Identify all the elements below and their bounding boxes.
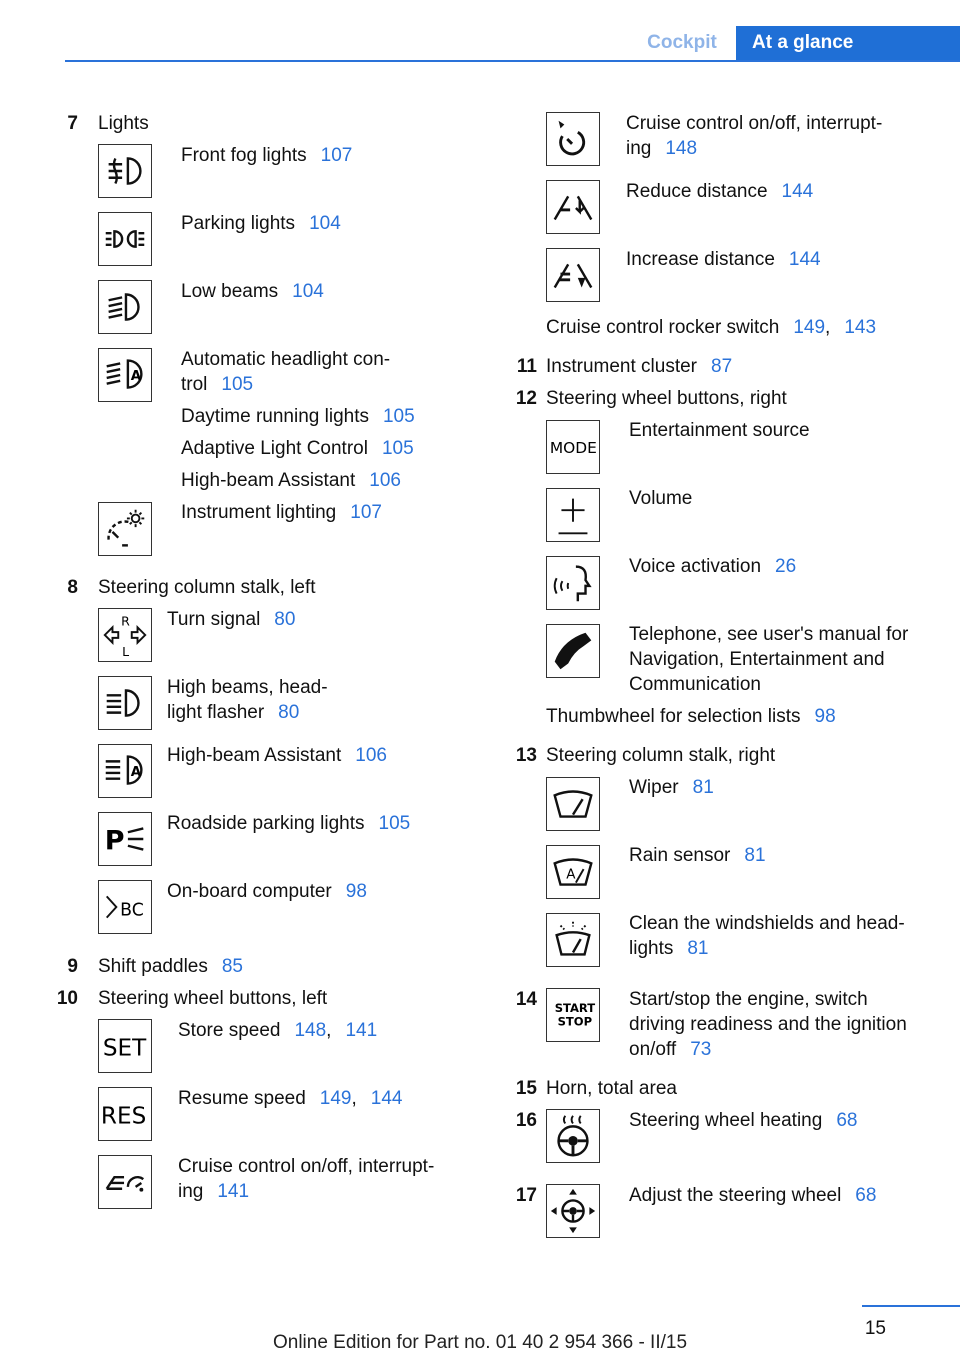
item-title: Steering wheel buttons, right xyxy=(546,388,787,409)
entry-high-beams-cont: light flasher 80 xyxy=(167,702,300,723)
svg-text:L: L xyxy=(122,644,130,660)
page-ref[interactable]: 107 xyxy=(320,145,353,166)
page-ref[interactable]: 144 xyxy=(370,1088,403,1109)
page-ref[interactable]: 106 xyxy=(369,470,401,491)
page-ref[interactable]: 141 xyxy=(217,1181,250,1202)
entry-steering-adjust: Adjust the steering wheel 68 xyxy=(629,1185,877,1206)
high-beam-assistant-icon xyxy=(98,744,152,798)
mode-button-icon xyxy=(546,420,600,474)
entry-thumbwheel: Thumbwheel for selection lists 98 xyxy=(546,706,836,727)
low-beams-icon xyxy=(98,280,152,334)
item-number: 15 xyxy=(515,1078,537,1099)
high-beams-icon xyxy=(98,676,152,730)
item-title: Instrument cluster 87 xyxy=(546,356,733,377)
entry-telephone-cont2: Communication xyxy=(629,674,761,695)
item-title: Lights xyxy=(98,113,149,134)
volume-icon xyxy=(546,488,600,542)
page-ref[interactable]: 144 xyxy=(788,249,821,270)
page-ref[interactable]: 106 xyxy=(355,745,387,766)
wiper-icon xyxy=(546,777,600,831)
item-number: 7 xyxy=(67,113,78,134)
entry-auto-headlight: Automatic headlight con- xyxy=(181,349,391,370)
entry-clean-windshields: Clean the windshields and head- xyxy=(629,913,905,934)
svg-text:SET: SET xyxy=(102,1035,147,1062)
entry-cruise-onoff-cont: ing 148 xyxy=(626,138,698,159)
page-ref[interactable]: 105 xyxy=(221,374,254,395)
entry-rain-sensor: Rain sensor 81 xyxy=(629,845,766,866)
page-ref[interactable]: 148 xyxy=(665,138,698,159)
svg-text:R: R xyxy=(121,613,130,629)
page-ref[interactable]: 141 xyxy=(345,1020,378,1041)
increase-distance-icon xyxy=(546,248,600,302)
page-ref[interactable]: 80 xyxy=(278,702,300,723)
item-number: 8 xyxy=(67,577,78,598)
page-ref[interactable]: 149 xyxy=(319,1088,352,1109)
page-ref[interactable]: 105 xyxy=(382,406,415,427)
svg-text:BC: BC xyxy=(120,900,144,921)
entry-wiper: Wiper 81 xyxy=(629,777,714,798)
front-fog-lights-icon xyxy=(98,144,152,198)
entry-start-stop-cont: driving readiness and the ignition xyxy=(629,1014,907,1035)
page-ref[interactable]: 80 xyxy=(274,609,296,630)
item-title: Horn, total area xyxy=(546,1078,677,1099)
page-ref[interactable]: 104 xyxy=(309,213,341,234)
voice-activation-icon xyxy=(546,556,600,610)
page-ref[interactable]: 73 xyxy=(690,1039,712,1060)
entry-entertainment-source: Entertainment source xyxy=(629,420,810,441)
entry-store-speed: Store speed 148, 141 xyxy=(178,1020,378,1041)
entry-volume: Volume xyxy=(629,488,693,509)
svg-text:RES: RES xyxy=(100,1103,147,1130)
page-ref[interactable]: 107 xyxy=(350,502,382,523)
entry-clean-windshields-cont: lights 81 xyxy=(629,938,709,959)
telephone-icon xyxy=(546,624,600,678)
turn-signal-icon xyxy=(98,608,152,662)
item-number: 9 xyxy=(67,956,78,977)
item-number: 14 xyxy=(515,989,537,1010)
roadside-parking-icon xyxy=(98,812,152,866)
svg-text:MODE: MODE xyxy=(549,438,597,457)
cruise-control-onoff-icon xyxy=(546,112,600,166)
steering-wheel-adjust-icon xyxy=(546,1184,600,1238)
svg-text:STOP: STOP xyxy=(557,1014,593,1029)
item-number: 12 xyxy=(515,388,537,409)
entry-telephone-cont: Navigation, Entertainment and xyxy=(629,649,885,670)
entry-steering-heating: Steering wheel heating 68 xyxy=(629,1110,858,1131)
rain-sensor-icon xyxy=(546,845,600,899)
steering-wheel-heating-icon xyxy=(546,1109,600,1163)
entry-turn-signal: Turn signal 80 xyxy=(167,609,296,630)
entry-instrument-lighting: Instrument lighting 107 xyxy=(181,502,382,523)
entry-front-fog-lights: Front fog lights 107 xyxy=(181,145,353,166)
page-ref[interactable]: 149 xyxy=(793,317,826,338)
entry-adaptive-light: Adaptive Light Control 105 xyxy=(181,438,414,459)
item-title: Shift paddles 85 xyxy=(98,956,243,977)
entry-high-beams: High beams, head- xyxy=(167,677,328,698)
header-active-tab[interactable]: At a glance xyxy=(736,26,960,60)
svg-text:P: P xyxy=(104,825,125,857)
entry-cruise-control: Cruise control on/off, interrupt- xyxy=(178,1156,435,1177)
page-ref[interactable]: 148 xyxy=(294,1020,327,1041)
page-ref[interactable]: 87 xyxy=(711,356,733,377)
set-button-icon xyxy=(98,1019,152,1073)
automatic-headlight-icon xyxy=(98,348,152,402)
item-number: 17 xyxy=(515,1185,537,1206)
entry-roadside-parking: Roadside parking lights 105 xyxy=(167,813,411,834)
entry-on-board-computer: On-board computer 98 xyxy=(167,881,367,902)
item-title: Steering column stalk, right xyxy=(546,745,776,766)
res-button-icon xyxy=(98,1087,152,1141)
entry-high-beam-assistant: High-beam Assistant 106 xyxy=(167,745,387,766)
entry-cruise-control-cont: ing 141 xyxy=(178,1181,250,1202)
page-ref[interactable]: 104 xyxy=(292,281,324,302)
entry-rocker-switch: Cruise control rocker switch 149, 143 xyxy=(546,317,877,338)
entry-auto-headlight-cont: trol 105 xyxy=(181,374,254,395)
entry-telephone: Telephone, see user's manual for xyxy=(629,624,909,645)
page-ref[interactable]: 26 xyxy=(775,556,797,577)
header-section-tab[interactable]: Cockpit xyxy=(647,32,717,53)
svg-text:A: A xyxy=(130,763,142,780)
item-number: 13 xyxy=(515,745,537,766)
entry-start-stop: Start/stop the engine, switch xyxy=(629,989,868,1010)
page-ref[interactable]: 81 xyxy=(744,845,766,866)
entry-daytime-lights: Daytime running lights 105 xyxy=(181,406,415,427)
page-ref[interactable]: 81 xyxy=(692,777,714,798)
footer-edition: Online Edition for Part no. 01 40 2 954 366 - II/15 xyxy=(272,1332,688,1353)
svg-text:START: START xyxy=(554,1001,596,1016)
instrument-lighting-icon xyxy=(98,502,152,556)
on-board-computer-icon xyxy=(98,880,152,934)
page-ref[interactable]: 105 xyxy=(378,813,411,834)
entry-cruise-onoff: Cruise control on/off, interrupt- xyxy=(626,113,883,134)
page-ref[interactable]: 68 xyxy=(855,1185,877,1206)
cruise-control-icon xyxy=(98,1155,152,1209)
item-title: Steering column stalk, left xyxy=(98,577,316,598)
page-ref[interactable]: 105 xyxy=(381,438,414,459)
entry-resume-speed: Resume speed 149, 144 xyxy=(178,1088,403,1109)
item-number: 10 xyxy=(56,988,78,1009)
start-stop-button-icon xyxy=(546,988,600,1042)
header-rule xyxy=(65,60,960,62)
page-number: 15 xyxy=(864,1318,886,1339)
entry-high-beam-assistant: High-beam Assistant 106 xyxy=(181,470,401,491)
entry-start-stop-cont2: on/off 73 xyxy=(629,1039,712,1060)
reduce-distance-icon xyxy=(546,180,600,234)
page-ref[interactable]: 98 xyxy=(345,881,367,902)
svg-text:A: A xyxy=(566,866,576,883)
page-ref[interactable]: 144 xyxy=(781,181,814,202)
page-ref[interactable]: 98 xyxy=(814,706,836,727)
parking-lights-icon xyxy=(98,212,152,266)
item-title: Steering wheel buttons, left xyxy=(98,988,328,1009)
page-ref[interactable]: 81 xyxy=(687,938,709,959)
entry-low-beams: Low beams 104 xyxy=(181,281,324,302)
page-ref[interactable]: 85 xyxy=(221,956,243,977)
entry-parking-lights: Parking lights 104 xyxy=(181,213,341,234)
footer-rule xyxy=(862,1305,960,1307)
page-ref[interactable]: 143 xyxy=(844,317,877,338)
item-number: 11 xyxy=(516,356,537,377)
washer-icon xyxy=(546,913,600,967)
item-number: 16 xyxy=(515,1110,537,1131)
entry-reduce-distance: Reduce distance 144 xyxy=(626,181,814,202)
page-ref[interactable]: 68 xyxy=(836,1110,858,1131)
entry-increase-distance: Increase distance 144 xyxy=(626,249,821,270)
svg-text:A: A xyxy=(130,367,142,384)
entry-voice-activation: Voice activation 26 xyxy=(629,556,797,577)
